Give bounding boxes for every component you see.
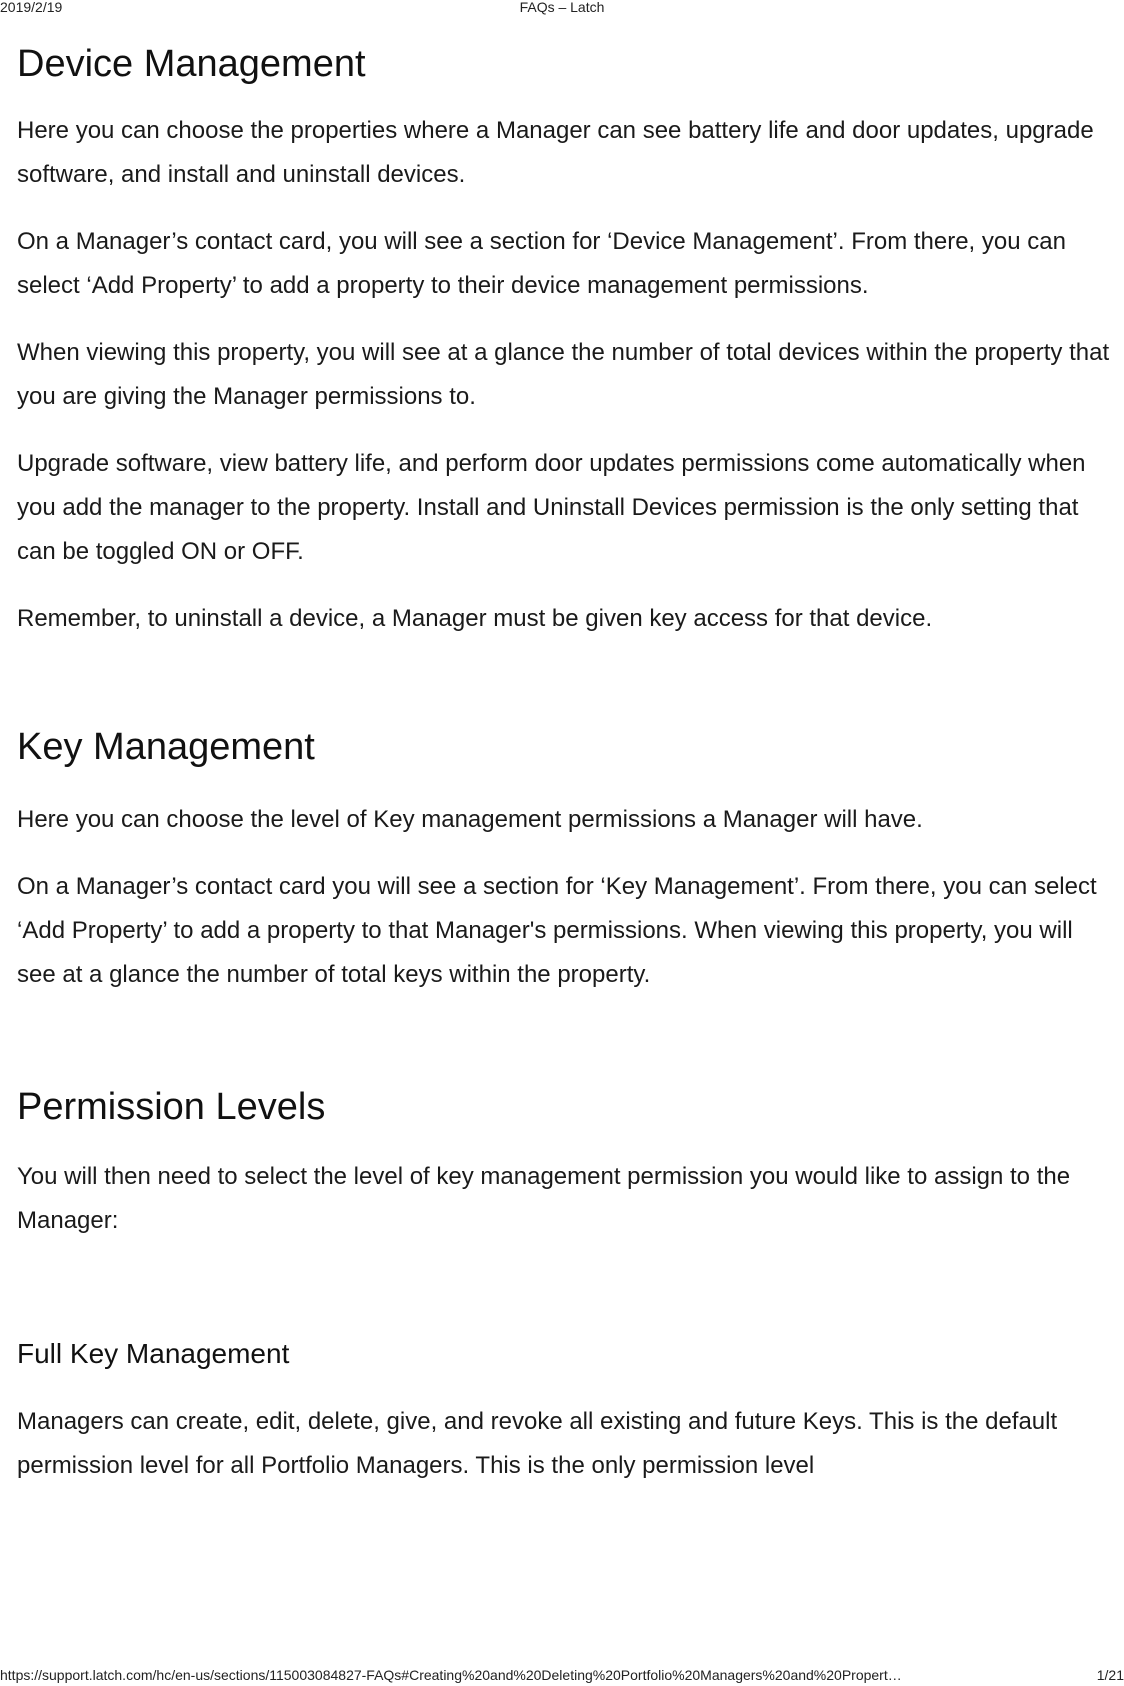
full-key-management-section bbox=[17, 1334, 1117, 1488]
device-management-section bbox=[17, 40, 1117, 641]
print-header bbox=[0, 0, 1124, 16]
page-number: 1/21 bbox=[1096, 1667, 1124, 1683]
permission-levels-section bbox=[17, 1083, 1117, 1243]
permission-levels-paragraph-1: You will then need to select the level of key management permission you would like to assign to the Manager: bbox=[17, 1163, 1071, 1234]
key-management-heading: Key Management bbox=[17, 726, 315, 768]
key-management-paragraph-2: On a Manager’s contact card you will see a section for ‘Key Management’. From there, you can select ‘Add Property’ to add a property to that Manager's permissions. When viewing this property, you will see at a glance the number of total keys within the property. bbox=[17, 873, 1097, 988]
print-date: 2019/2/19 bbox=[0, 0, 63, 15]
device-management-heading: Device Management bbox=[17, 43, 366, 85]
permission-levels-heading: Permission Levels bbox=[17, 1086, 326, 1128]
device-management-paragraph-2: On a Manager’s contact card, you will see a section for ‘Device Management’. From there, you can select ‘Add Property’ to add a property to their device management permissions. bbox=[17, 228, 1066, 299]
print-page-title: FAQs – Latch bbox=[519, 0, 605, 15]
full-key-management-heading: Full Key Management bbox=[17, 1338, 290, 1369]
device-management-paragraph-4: Upgrade software, view battery life, and perform door updates permissions come automatically when you add the manager to the property. Install and Uninstall Devices permission is the only setting that can be toggled ON or OFF. bbox=[17, 450, 1086, 565]
print-url: https://support.latch.com/hc/en-us/sections/115003084827-FAQs#Creating%20and%20Deleting%20Portfolio%20Managers%20and%20Propert… bbox=[0, 1667, 902, 1683]
device-management-paragraph-3: When viewing this property, you will see at a glance the number of total devices within the property that you are giving the Manager permissions to. bbox=[17, 339, 1110, 410]
full-key-management-paragraph-1: Managers can create, edit, delete, give, and revoke all existing and future Keys. This is the default permission level for all Portfolio Managers. This is the only permission level bbox=[17, 1408, 1058, 1479]
key-management-section bbox=[17, 723, 1117, 997]
article-content bbox=[17, 40, 1117, 1488]
device-management-paragraph-5: Remember, to uninstall a device, a Manager must be given key access for that device. bbox=[17, 605, 933, 632]
device-management-paragraph-1: Here you can choose the properties where a Manager can see battery life and door updates, upgrade software, and install and uninstall devices. bbox=[17, 117, 1094, 188]
key-management-paragraph-1: Here you can choose the level of Key management permissions a Manager will have. bbox=[17, 806, 923, 833]
print-footer bbox=[0, 1667, 1124, 1685]
